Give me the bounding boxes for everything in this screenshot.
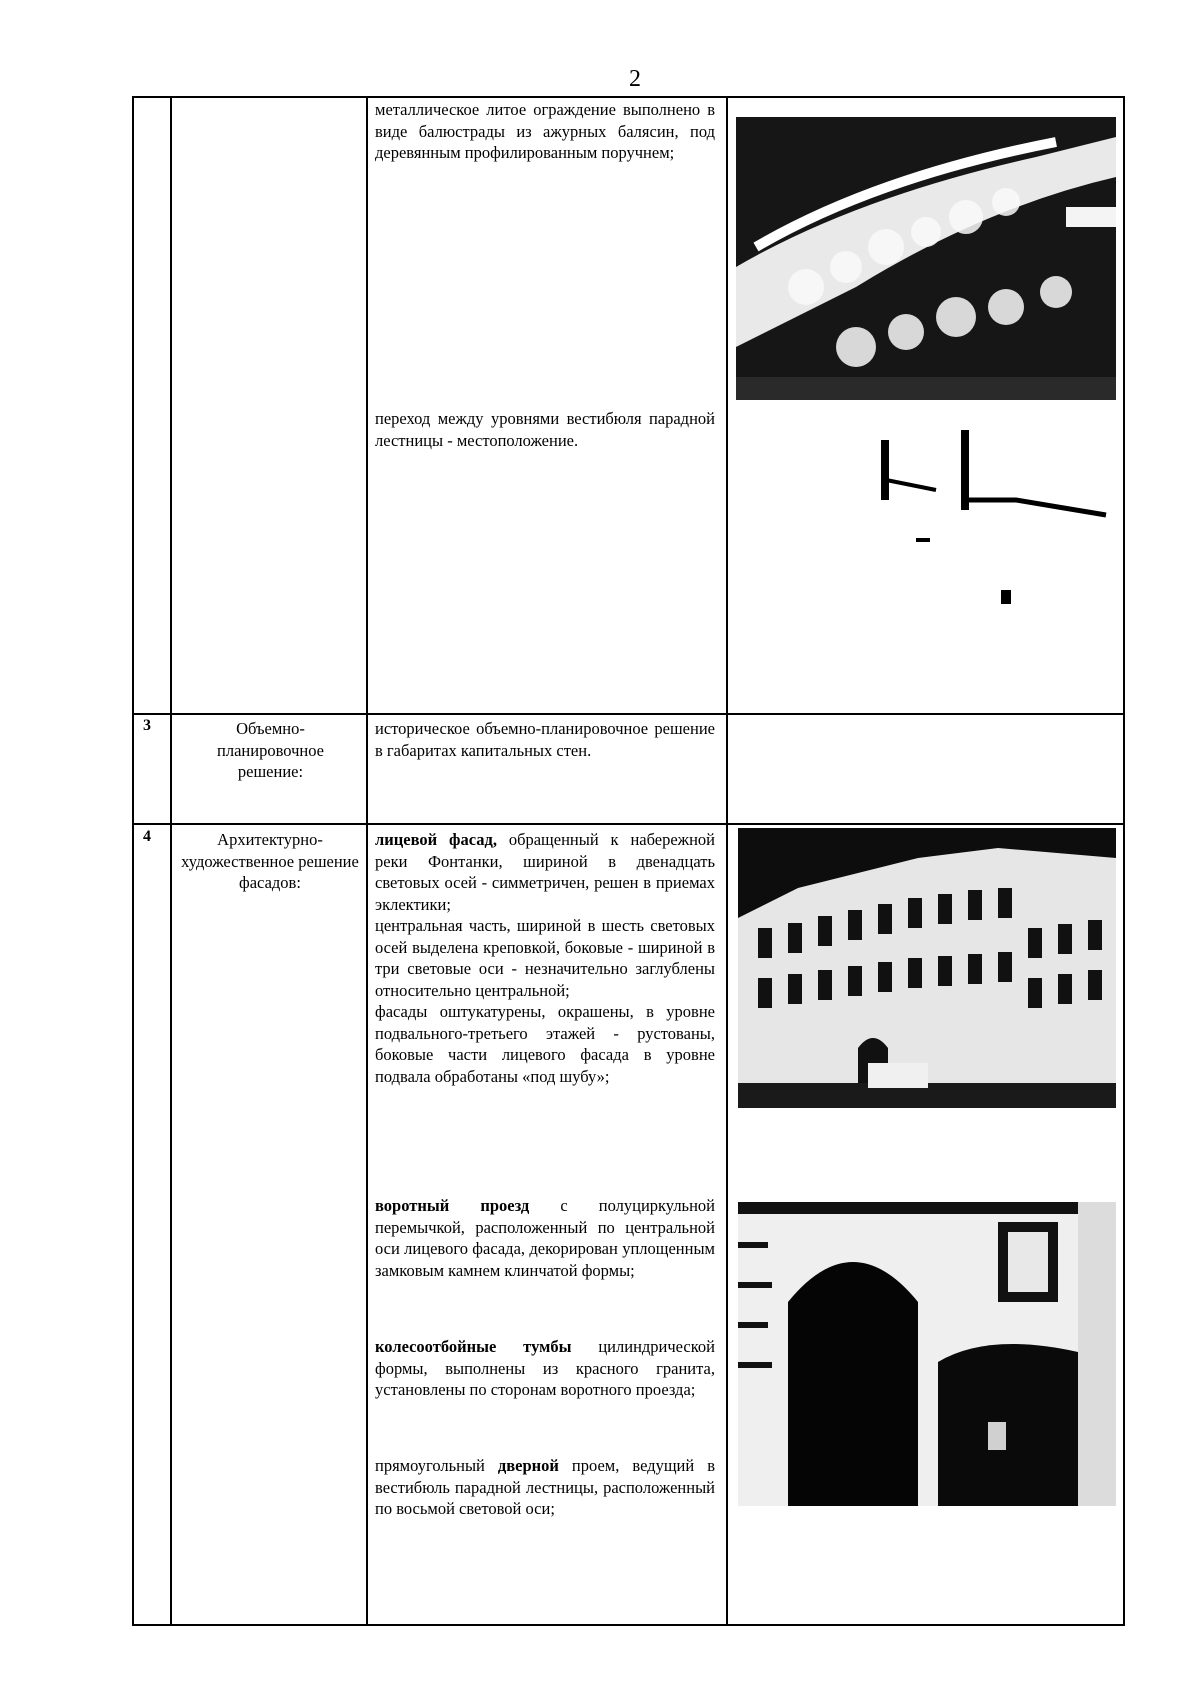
center-part-text: центральная часть, шириной в шесть световых осей выделена креповкой, боковые - шириной в три световые оси - незначительно заглублены относительно центральной; xyxy=(375,916,715,1000)
railing-description: металлическое литое ограждение выполнено в виде балюстрады из ажурных балясин, под деревянным профилированным поручнем; xyxy=(375,100,715,162)
row-4-number: 4 xyxy=(143,828,151,845)
facade-text: обращенный к набережной реки Фонтанки, шириной в двенадцать световых осей - симметричен, решен в приемах эклектики; xyxy=(375,830,715,914)
row-4-title: Архитектурно-художественное решение фасадов: xyxy=(181,830,359,892)
transition-location-photo xyxy=(736,420,1116,650)
table-border-top xyxy=(132,96,1125,98)
row-3-description: историческое объемно-планировочное решение в габаритах капитальных стен. xyxy=(375,719,715,760)
gate-description xyxy=(375,1195,715,1281)
row-3-top xyxy=(132,713,1125,715)
bollard-lead: колесоотбойные тумбы xyxy=(375,1337,572,1356)
row-3-title: Объемно-планировочное решение: xyxy=(217,719,324,781)
bollard-text: цилиндрической формы, выполнены из красного гранита, установлены по сторонам воротного проезда; xyxy=(375,1337,715,1399)
bollard-description xyxy=(375,1336,715,1401)
door-lead-1: прямоугольный xyxy=(375,1456,498,1475)
facade-photo xyxy=(738,828,1116,1108)
gate-lead: воротный проезд xyxy=(375,1196,530,1215)
row-3-number: 3 xyxy=(143,717,151,734)
gate-text: с полуциркульной перемычкой, расположенный по центральной оси лицевого фасада, декорирован уплощенным замковым камнем клинчатой формы; xyxy=(375,1196,715,1280)
transition-description: переход между уровнями вестибюля парадной лестницы - местоположение. xyxy=(375,409,715,450)
door-lead-3: проем, xyxy=(558,1456,620,1475)
page-number: 2 xyxy=(629,66,641,92)
gateway-photo xyxy=(738,1202,1116,1506)
facade-description xyxy=(375,829,715,1087)
table-divider-3 xyxy=(726,97,728,1626)
door-description xyxy=(375,1455,715,1520)
row-4-top xyxy=(132,823,1125,825)
door-text: ведущий в вестибюль парадной лестницы, расположенный по восьмой световой оси; xyxy=(375,1456,715,1518)
door-lead-2: дверной xyxy=(497,1456,559,1475)
table-border-right xyxy=(1123,97,1125,1626)
plaster-text: фасады оштукатурены, окрашены, в уровне подвального-третьего этажей - рустованы, боковые части лицевого фасада в уровне подвала обработаны «под шубу»; xyxy=(375,1002,715,1086)
table-divider-2 xyxy=(366,97,368,1626)
table-border-bottom xyxy=(132,1624,1125,1626)
staircase-railing-photo xyxy=(736,117,1116,400)
facade-lead: лицевой фасад, xyxy=(375,830,497,849)
table-divider-1 xyxy=(170,97,172,1626)
table-border-left xyxy=(132,97,134,1626)
